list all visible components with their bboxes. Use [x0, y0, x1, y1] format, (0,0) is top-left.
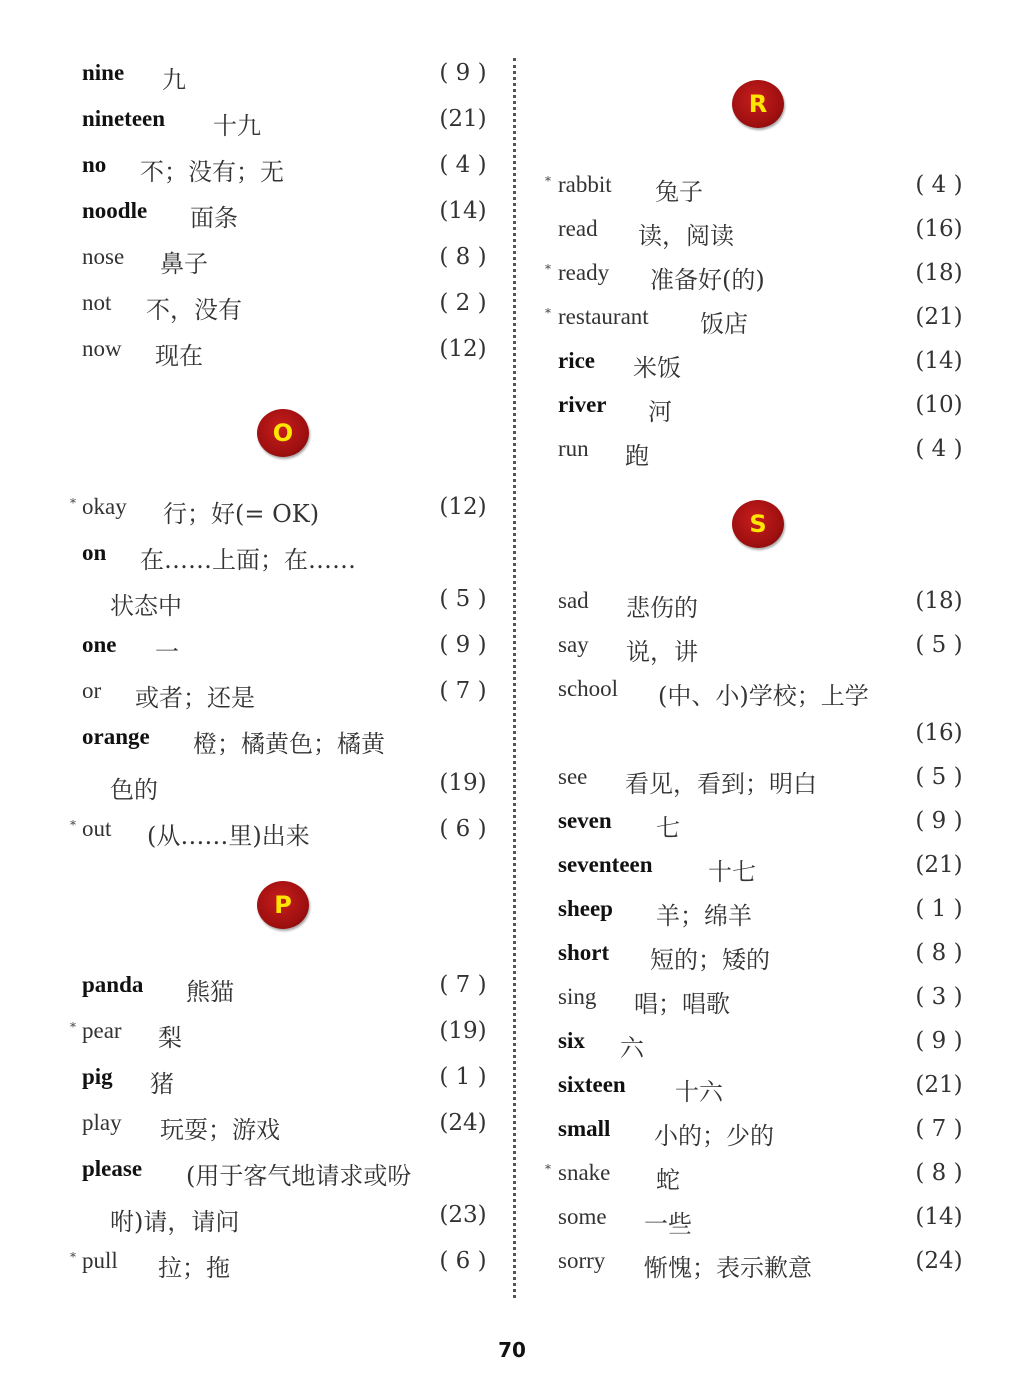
entry-definition: (中、小)学校；上学: [658, 682, 869, 710]
entry-unit-number: ( 5 ): [915, 764, 963, 790]
entry-unit-number: (21): [915, 1072, 963, 1098]
entry-definition: 米饭: [633, 354, 681, 382]
entry-unit-number: (18): [915, 260, 963, 286]
entry-word: pig: [82, 1064, 113, 1089]
entry-unit-number: (24): [915, 1248, 963, 1274]
entry-word: seventeen: [558, 852, 653, 877]
list-item: [520, 720, 1024, 756]
entry-word: say: [558, 632, 589, 657]
letter-badge-p: P: [257, 881, 309, 929]
entry-definition: 悲伤的: [626, 594, 698, 622]
entry-word: out: [82, 816, 112, 841]
entry-word: panda: [82, 972, 144, 997]
list-item: [520, 1248, 1024, 1284]
entry-word: on: [82, 540, 107, 565]
list-item: [0, 724, 512, 760]
star-mark-icon: *: [545, 262, 551, 276]
list-item: [520, 1116, 1024, 1152]
entry-definition: 六: [620, 1034, 644, 1062]
letter-badge-r: R: [732, 80, 784, 128]
entry-word: one: [82, 632, 117, 657]
entry-word: sing: [558, 984, 597, 1009]
list-item: [520, 676, 1024, 712]
entry-definition: 准备好(的): [650, 266, 765, 294]
entry-word: noodle: [82, 198, 148, 223]
list-item: [520, 304, 1024, 340]
entry-word: school: [558, 676, 619, 701]
entry-definition: 七: [656, 814, 680, 842]
entry-word: okay: [82, 494, 127, 519]
list-item: [0, 770, 512, 806]
entry-unit-number: (16): [915, 216, 963, 242]
list-item: [520, 984, 1024, 1020]
entry-definition: 跑: [625, 442, 649, 470]
entry-definition: 说，讲: [626, 638, 698, 666]
entry-word: seven: [558, 808, 612, 833]
entry-definition: 现在: [155, 342, 203, 370]
entry-word: six: [558, 1028, 585, 1053]
entry-unit-number: (12): [439, 336, 487, 362]
entry-unit-number: (10): [915, 392, 963, 418]
list-item: [520, 896, 1024, 932]
entry-unit-number: (14): [915, 1204, 963, 1230]
entry-definition: 短的；矮的: [650, 946, 770, 974]
entry-definition: 九: [162, 66, 186, 94]
entry-word: rabbit: [558, 172, 612, 197]
entry-definition: 蛇: [656, 1166, 680, 1194]
entry-definition: 唱；唱歌: [634, 990, 730, 1018]
star-mark-icon: *: [70, 1250, 76, 1264]
entry-word: river: [558, 392, 607, 417]
entry-unit-number: ( 4 ): [915, 172, 963, 198]
entry-unit-number: ( 8 ): [439, 244, 487, 270]
list-item: [520, 172, 1024, 208]
star-mark-icon: *: [545, 306, 551, 320]
entry-definition: 不；没有；无: [140, 158, 284, 186]
entry-definition: 十九: [213, 112, 261, 140]
entry-word: nose: [82, 244, 125, 269]
list-item: [520, 260, 1024, 296]
entry-definition: 十七: [708, 858, 756, 886]
list-item: [0, 494, 512, 530]
entry-word: sad: [558, 588, 589, 613]
list-item: [520, 1072, 1024, 1108]
entry-unit-number: (14): [439, 198, 487, 224]
entry-definition: (用于客气地请求或吩: [186, 1162, 412, 1190]
entry-unit-number: ( 4 ): [439, 152, 487, 178]
entry-unit-number: (16): [915, 720, 963, 746]
entry-definition: 咐)请，请问: [110, 1208, 240, 1236]
entry-unit-number: (18): [915, 588, 963, 614]
entry-unit-number: (19): [439, 1018, 487, 1044]
list-item: [0, 586, 512, 622]
entry-definition: 惭愧；表示歉意: [644, 1254, 812, 1282]
entry-definition: 小的；少的: [654, 1122, 774, 1150]
entry-unit-number: ( 6 ): [439, 1248, 487, 1274]
entry-unit-number: ( 2 ): [439, 290, 487, 316]
star-mark-icon: *: [70, 1020, 76, 1034]
list-item: [0, 106, 512, 142]
list-item: [520, 940, 1024, 976]
entry-definition: 熊猫: [186, 978, 234, 1006]
entry-definition: 或者；还是: [135, 684, 255, 712]
entry-word: or: [82, 678, 102, 703]
entry-word: orange: [82, 724, 150, 749]
entry-unit-number: ( 1 ): [915, 896, 963, 922]
list-item: [520, 588, 1024, 624]
entry-word: now: [82, 336, 122, 361]
entry-unit-number: (14): [915, 348, 963, 374]
entry-word: pear: [82, 1018, 122, 1043]
list-item: [0, 632, 512, 668]
entry-word: ready: [558, 260, 610, 285]
entry-definition: 一些: [644, 1210, 692, 1238]
column-divider: [513, 58, 516, 1298]
list-item: [0, 1248, 512, 1284]
list-item: [0, 336, 512, 372]
entry-definition: 饭店: [700, 310, 748, 338]
entry-definition: 读，阅读: [638, 222, 734, 250]
list-item: [0, 678, 512, 714]
entry-unit-number: (21): [439, 106, 487, 132]
entry-word: restaurant: [558, 304, 649, 329]
entry-unit-number: ( 7 ): [915, 1116, 963, 1142]
entry-word: nineteen: [82, 106, 166, 131]
entry-definition: (从……里)出来: [147, 822, 310, 850]
entry-unit-number: ( 6 ): [439, 816, 487, 842]
entry-unit-number: ( 1 ): [439, 1064, 487, 1090]
entry-definition: 不，没有: [146, 296, 242, 324]
entry-definition: 羊；绵羊: [656, 902, 752, 930]
star-mark-icon: *: [545, 1162, 551, 1176]
list-item: [0, 540, 512, 576]
entry-word: snake: [558, 1160, 611, 1185]
entry-definition: 行；好(= OK): [163, 500, 320, 528]
entry-word: some: [558, 1204, 607, 1229]
entry-definition: 橙；橘黄色；橘黄: [193, 730, 385, 758]
list-item: [520, 216, 1024, 252]
entry-word: short: [558, 940, 610, 965]
entry-unit-number: (12): [439, 494, 487, 520]
letter-badge-s: S: [732, 500, 784, 548]
list-item: [520, 1028, 1024, 1064]
entry-definition: 玩耍；游戏: [160, 1116, 280, 1144]
entry-word: please: [82, 1156, 143, 1181]
entry-definition: 一: [155, 638, 179, 666]
entry-unit-number: ( 9 ): [439, 60, 487, 86]
list-item: [0, 152, 512, 188]
entry-word: not: [82, 290, 112, 315]
list-item: [0, 1064, 512, 1100]
list-item: [520, 852, 1024, 888]
list-item: [520, 1204, 1024, 1240]
entry-definition: 状态中: [110, 592, 182, 620]
entry-definition: 拉；拖: [158, 1254, 230, 1282]
entry-unit-number: (21): [915, 852, 963, 878]
entry-word: sorry: [558, 1248, 606, 1273]
entry-unit-number: (21): [915, 304, 963, 330]
list-item: [0, 290, 512, 326]
list-item: [520, 632, 1024, 668]
list-item: [0, 1156, 512, 1192]
entry-definition: 兔子: [655, 178, 703, 206]
entry-unit-number: ( 5 ): [439, 586, 487, 612]
entry-unit-number: (24): [439, 1110, 487, 1136]
entry-unit-number: ( 8 ): [915, 1160, 963, 1186]
list-item: [520, 392, 1024, 428]
entry-definition: 鼻子: [160, 250, 208, 278]
entry-unit-number: ( 7 ): [439, 972, 487, 998]
entry-unit-number: ( 9 ): [915, 808, 963, 834]
entry-definition: 猪: [150, 1070, 174, 1098]
entry-unit-number: ( 3 ): [915, 984, 963, 1010]
list-item: [0, 972, 512, 1008]
star-mark-icon: *: [70, 496, 76, 510]
entry-definition: 十六: [675, 1078, 723, 1106]
list-item: [520, 764, 1024, 800]
entry-unit-number: ( 9 ): [915, 1028, 963, 1054]
entry-definition: 看见，看到；明白: [625, 770, 817, 798]
entry-word: pull: [82, 1248, 118, 1273]
entry-definition: 在……上面；在……: [140, 546, 356, 574]
entry-definition: 面条: [190, 204, 238, 232]
entry-word: no: [82, 152, 107, 177]
list-item: [0, 198, 512, 234]
entry-word: sixteen: [558, 1072, 626, 1097]
list-item: [520, 1160, 1024, 1196]
list-item: [520, 348, 1024, 384]
entry-unit-number: ( 8 ): [915, 940, 963, 966]
entry-unit-number: (23): [439, 1202, 487, 1228]
entry-definition: 梨: [158, 1024, 182, 1052]
page-number: 70: [498, 1338, 526, 1362]
entry-word: read: [558, 216, 598, 241]
list-item: [0, 1018, 512, 1054]
list-item: [520, 436, 1024, 472]
letter-badge-o: O: [257, 409, 309, 457]
entry-unit-number: ( 4 ): [915, 436, 963, 462]
entry-word: run: [558, 436, 589, 461]
entry-word: see: [558, 764, 588, 789]
list-item: [0, 60, 512, 96]
entry-unit-number: (19): [439, 770, 487, 796]
entry-word: play: [82, 1110, 122, 1135]
list-item: [0, 1110, 512, 1146]
entry-word: sheep: [558, 896, 613, 921]
entry-definition: 色的: [110, 776, 158, 804]
entry-word: small: [558, 1116, 611, 1141]
entry-unit-number: ( 5 ): [915, 632, 963, 658]
entry-definition: 河: [648, 398, 672, 426]
entry-unit-number: ( 9 ): [439, 632, 487, 658]
list-item: [0, 244, 512, 280]
list-item: [0, 816, 512, 852]
entry-word: nine: [82, 60, 125, 85]
star-mark-icon: *: [545, 174, 551, 188]
star-mark-icon: *: [70, 818, 76, 832]
entry-unit-number: ( 7 ): [439, 678, 487, 704]
entry-word: rice: [558, 348, 596, 373]
list-item: [520, 808, 1024, 844]
list-item: [0, 1202, 512, 1238]
